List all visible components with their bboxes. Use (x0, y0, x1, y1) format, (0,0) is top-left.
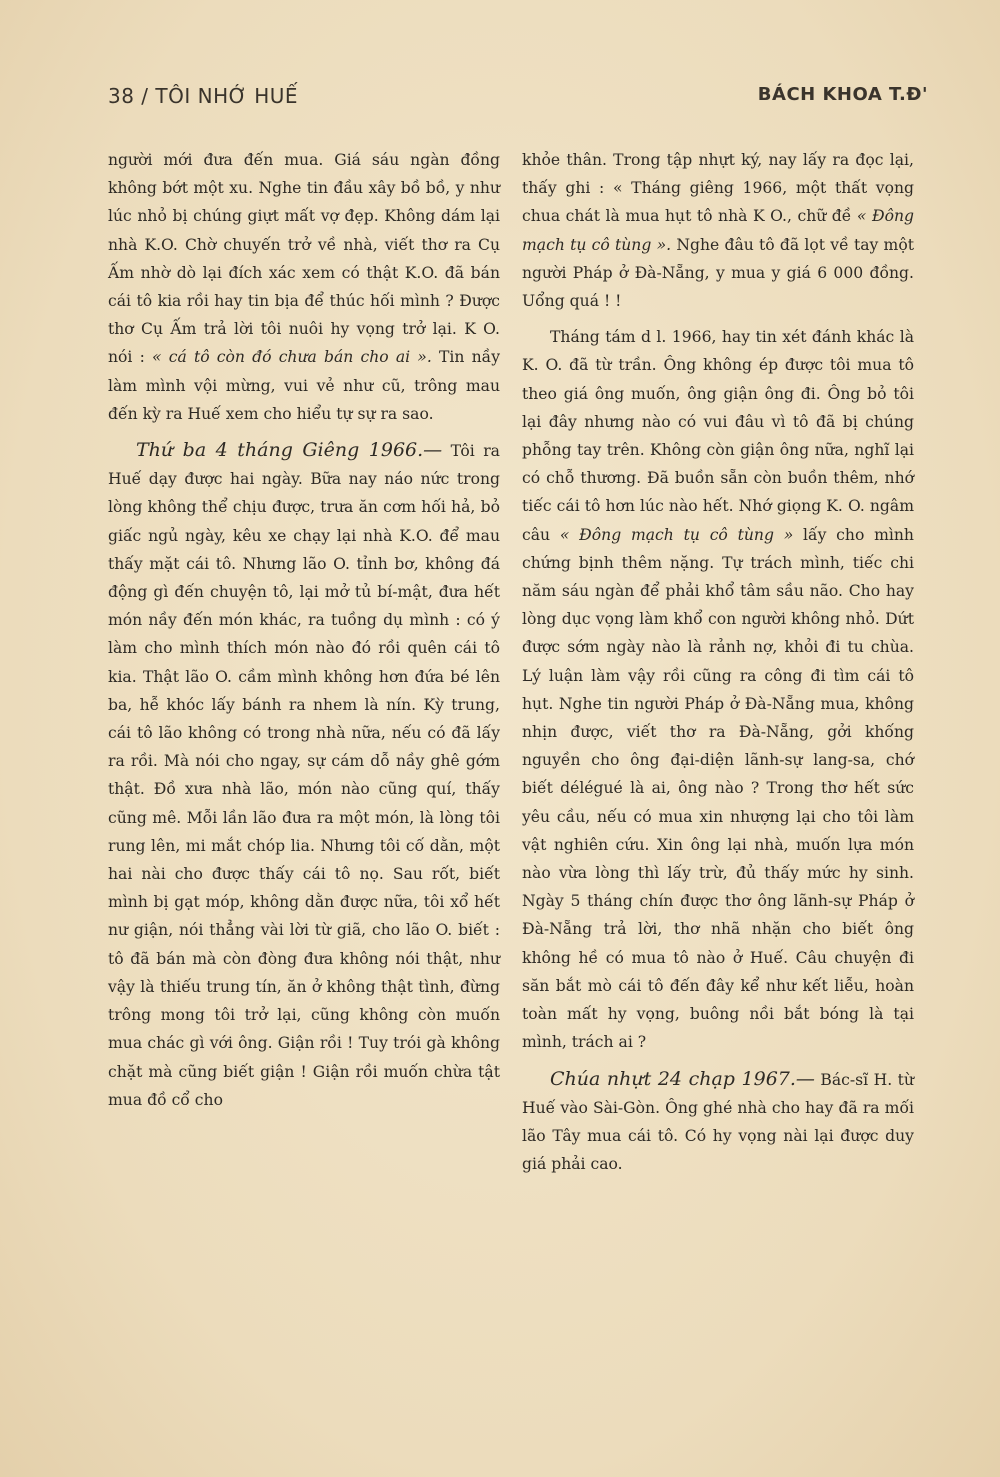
page-number-and-title: 38 / TÔI NHỚ HUẾ (108, 84, 299, 108)
entry-date: Thứ ba 4 tháng Giêng 1966.— (136, 439, 443, 462)
left-column (108, 146, 500, 1122)
running-header (108, 84, 928, 116)
right-column (522, 146, 914, 1186)
paragraph-text: Tin nầy làm mình vội mừng, vui vẻ như cũ, trông mau đến kỳ ra Huế xem cho hiểu tự sự ra sao. (108, 348, 501, 423)
diary-entry (108, 436, 500, 1114)
magazine-name: BÁCH KHOA T.Đ' (757, 84, 928, 105)
quote-text: « Đông mạch tụ cô tùng ». (522, 207, 914, 254)
paragraph (108, 146, 500, 428)
quote-text: « cá tô còn đó chưa bán cho ai ». (152, 348, 432, 367)
paragraph (522, 146, 914, 315)
paragraph-text: Tôi ra Huế dạy được hai ngày. Bữa nay náo nức trong lòng không thể chịu được, trưa ăn cơm hối hả, bỏ giấc ngủ ngày, kêu xe chạy lại nhà K.O. để mau thấy mặt cái tô. Nhưng lão O. tỉnh bơ, không đá động gì đến chuyện tô, lại mở tủ bí-mật, đưa hết món nầy đến món khác, ra tuồng dụ mình : có ý làm cho mình thích món nào đó rồi quên cái tô kia. Thật lão O. cầm mình không hơn đứa bé lên ba, hễ khóc lấy bánh ra nhem là nín. Kỳ trung, cái tô lão không có trong nhà nữa, nếu có đã lấy ra rồi. Mà nói cho ngay, sự cám dỗ nầy ghê gớm thật. Đồ xưa nhà lão, món nào cũng quí, thấy cũng mê. Mỗi lần lão đưa ra một món, là lòng tôi rung lên, mi mắt chóp lia. Nhưng tôi cố dằn, một hai nài cho được thấy cái tô nọ. Sau rốt, biết mình bị gạt móp, không dằn được nữa, tôi xổ hết nư giận, nói thẳng vài lời từ giã, cho lão O. biết : tô đã bán mà còn đòng đưa không nói thật, như vậy là thiếu trung tín, ăn ở không thật tình, đừng trông mong tôi trở lại, cũng không còn muốn mua chác gì với ông. Giận rồi ! Tuy trói gà không chặt mà cũng biết giận ! Giận rồi muốn chừa tật mua đồ cổ cho (108, 442, 500, 1109)
entry-date: Chúa nhựt 24 chạp 1967.— (550, 1067, 815, 1090)
paragraph-text: khỏe thân. Trong tập nhựt ký, nay lấy ra đọc lại, thấy ghi : « Tháng giêng 1966, một thất vọng chua chát là mua hụt tô nhà K O., chữ đề (522, 151, 914, 226)
paragraph-text: Bác-sĩ H. từ Huế vào Sài-Gòn. Ông ghé nhà cho hay đã ra mối lão Tây mua cái tô. Có hy vọng nài lại được duy giá phải cao. (522, 1070, 914, 1174)
paragraph-text: người mới đưa đến mua. Giá sáu ngàn đồng không bớt một xu. Nghe tin đầu xây bồ bồ, y như lúc nhỏ bị chúng giựt mất vợ đẹp. Không dám lại nhà K.O. Chờ chuyến trở về nhà, viết thơ ra Cụ Ấm nhờ dò lại đích xác xem có thật K.O. đã bán cái tô kia rồi hay tin bịa để thúc hối mình ? Được thơ Cụ Ấm trả lời tôi nuôi hy vọng trở lại. K O. nói : (108, 151, 500, 367)
paragraph (522, 323, 914, 1056)
paragraph-text: Nghe đâu tô đã lọt về tay một người Pháp ở Đà-Nẵng, y mua y giá 6 000 đồng. Uổng quá ! ! (522, 235, 914, 311)
paragraph-text: lấy cho mình chứng bịnh thêm nặng. Tự trách mình, tiếc chi năm sáu ngàn để phải khổ tâm sầu não. Cho hay lòng dục vọng làm khổ con người không nhỏ. Dứt được sớm ngày nào là rảnh nợ, khỏi đi tu chùa. Lý luận làm vậy rồi cũng ra công đi tìm cái tô hụt. Nghe tin người Pháp ở Đà-Nẵng mua, không nhịn được, viết thơ ra Đà-Nẵng, gởi khống nguyền cho ông đại-diện lãnh-sự lang-sa, chớ biết délégué là ai, ông nào ? Trong thơ hết sức yêu cầu, nếu có mua xin nhượng lại cho tôi làm vật nghiên cứu. Xin ông lại nhà, muốn lựa món nào vừa lòng thì lấy trừ, đủ thấy mức hy sinh. Ngày 5 tháng chín được thơ ông lãnh-sự Pháp ở Đà-Nẵng trả lời, thơ nhã nhặn cho biết ông không hề có mua tô nào ở Huế. Câu chuyện đi săn bắt mò cái tô đến đây kể như kết liễu, hoàn toàn mất hy vọng, buông nồi bắt bóng là tại mình, trách ai ? (522, 525, 914, 1052)
quote-text: « Đông mạch tụ cô tùng » (559, 525, 794, 544)
paragraph-text: Tháng tám d l. 1966, hay tin xét đánh khác là K. O. đã từ trần. Ông không ép được tôi mua tô theo giá ông muốn, ông giận ông đi. Ông bỏ tôi lại đây nhưng nào có vui đâu vì tô đã bị chúng phỗng tay trên. Không còn giận ông nữa, nghĩ lại có chỗ thương. Đã buồn sẵn còn buồn thêm, nhớ tiếc cái tô hơn lúc nào hết. Nhớ giọng K. O. ngâm câu (522, 328, 914, 544)
diary-entry (522, 1065, 914, 1179)
